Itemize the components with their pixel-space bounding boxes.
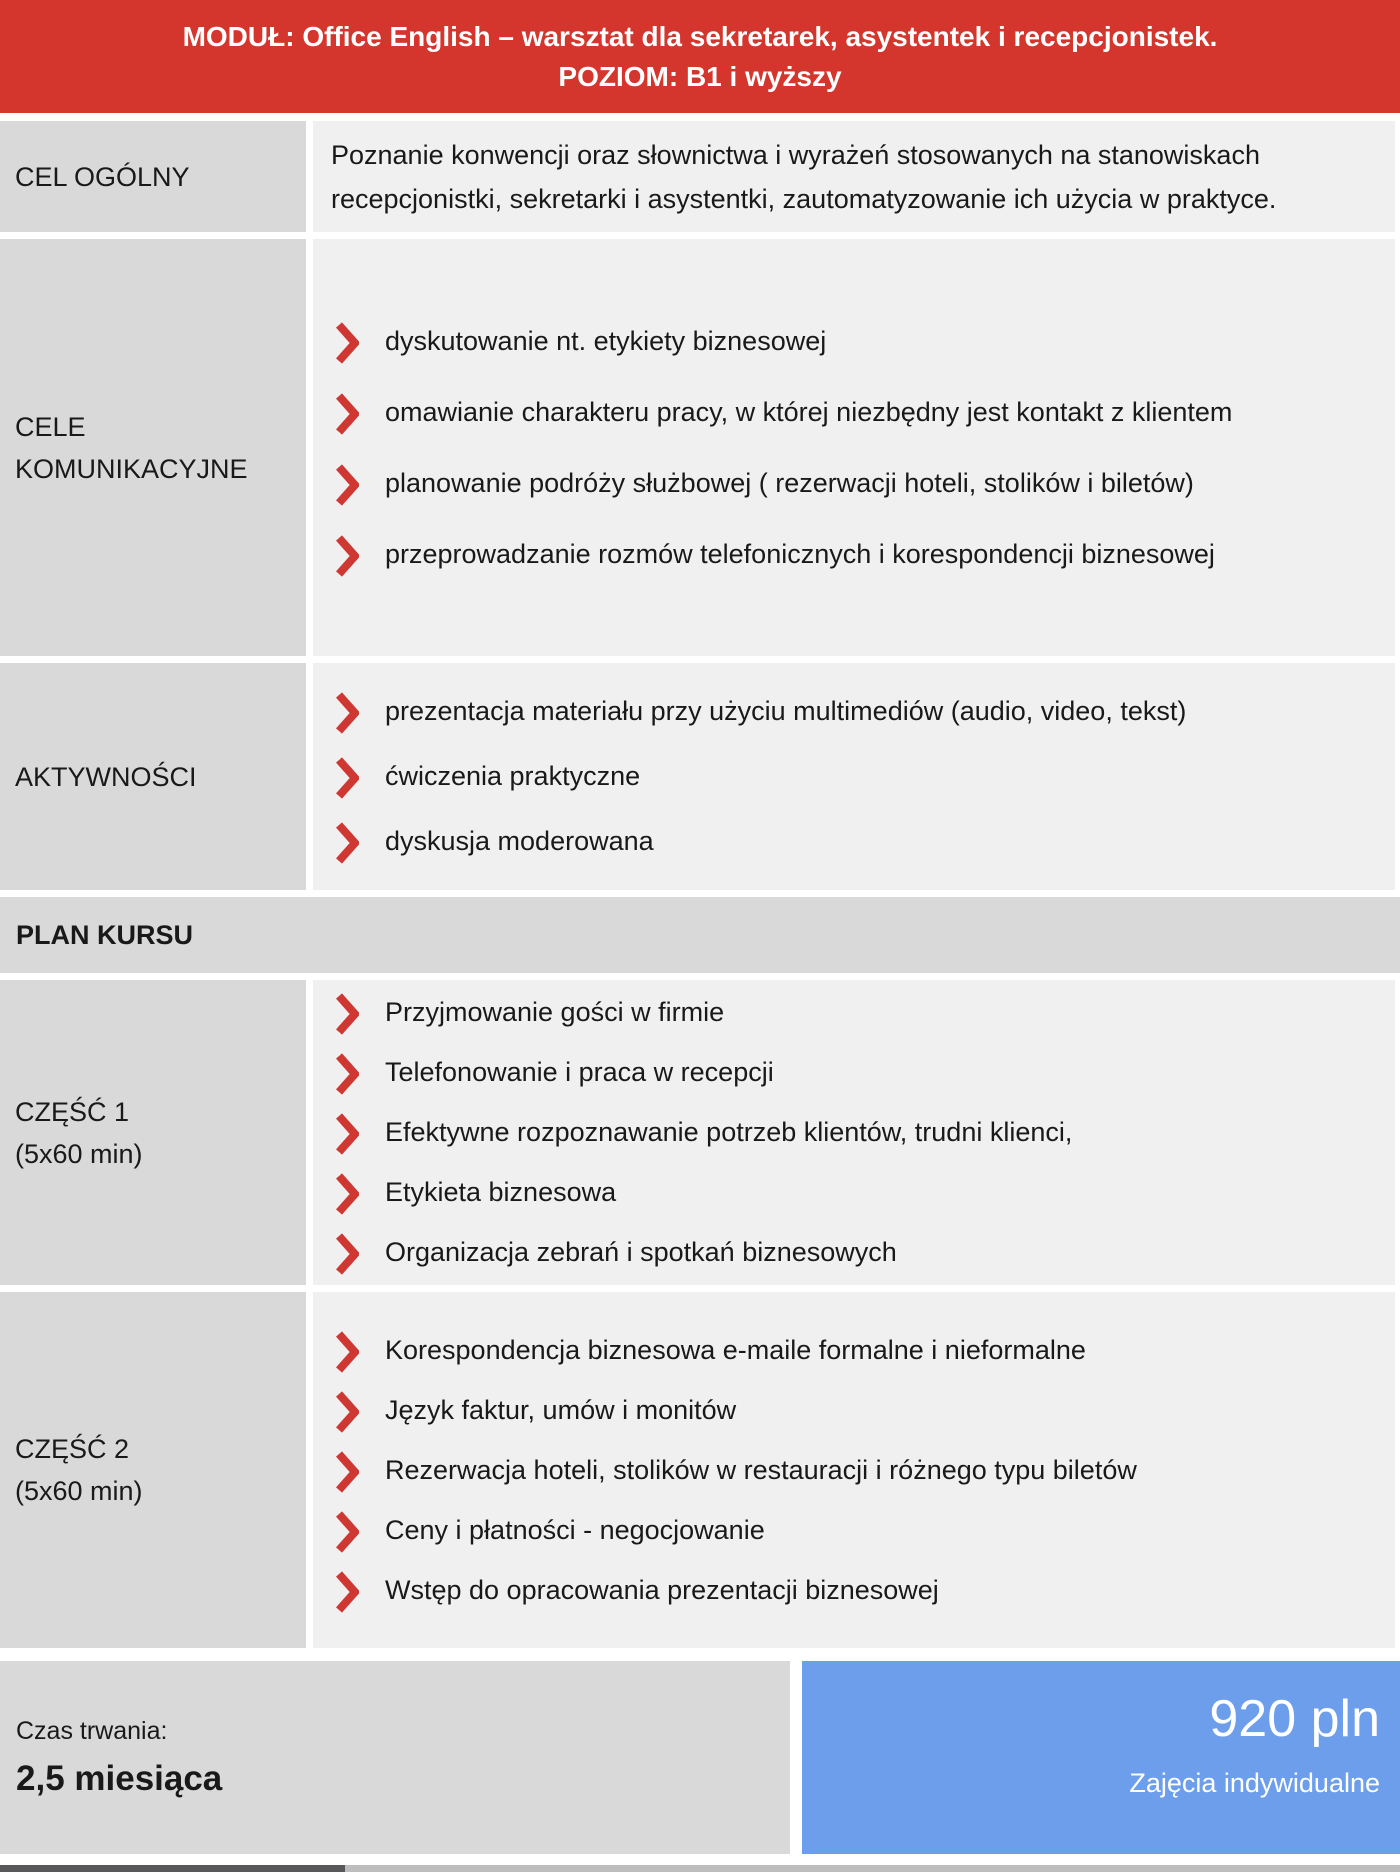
chevron-right-icon bbox=[335, 692, 359, 734]
list-item bbox=[333, 319, 1369, 364]
list-item-text: Przyjmowanie gości w firmie bbox=[385, 997, 725, 1027]
list-item bbox=[333, 1448, 1369, 1493]
cel-ogolny-text: Poznanie konwencji oraz słownictwa i wyrażeń stosowanych na stanowiskach recepcjonistki, sekretarki i asystentki, zautomatyzowanie ich użycia w praktyce. bbox=[331, 139, 1277, 214]
list-item bbox=[333, 754, 1369, 799]
list-item-text: przeprowadzanie rozmów telefonicznych i korespondencji biznesowej bbox=[385, 538, 1215, 569]
row-label-aktywnosci: AKTYWNOŚCI bbox=[0, 663, 306, 890]
czesc-1-label: CZĘŚĆ 1 bbox=[15, 1096, 130, 1127]
list-item-text: Organizacja zebrań i spotkań biznesowych bbox=[385, 1237, 897, 1267]
list-item-text: prezentacja materiału przy użyciu multimediów (audio, video, tekst) bbox=[385, 696, 1187, 726]
row-content-cele-komunikacyjne bbox=[313, 239, 1395, 656]
chevron-right-icon bbox=[335, 1173, 359, 1215]
horizontal-scrollbar[interactable] bbox=[0, 1865, 1400, 1872]
list-item bbox=[333, 1230, 1369, 1275]
row-czesc-1 bbox=[0, 980, 1395, 1285]
row-label-czesc-1 bbox=[0, 980, 306, 1285]
list-item bbox=[333, 1388, 1369, 1433]
row-label-czesc-2 bbox=[0, 1292, 306, 1648]
chevron-right-icon bbox=[335, 1053, 359, 1095]
list-item-text: Etykieta biznesowa bbox=[385, 1177, 617, 1207]
scrollbar-thumb[interactable] bbox=[0, 1865, 345, 1872]
row-cele-komunikacyjne bbox=[0, 239, 1395, 656]
chevron-right-icon bbox=[335, 1451, 359, 1493]
footer bbox=[0, 1661, 1400, 1854]
row-content-cel-ogolny bbox=[313, 121, 1395, 232]
list-item-text: Język faktur, umów i monitów bbox=[385, 1394, 737, 1425]
module-level: POZIOM: B1 i wyższy bbox=[558, 60, 842, 92]
duration-value: 2,5 miesiąca bbox=[16, 1758, 223, 1798]
czesc-1-sublabel: (5x60 min) bbox=[15, 1138, 143, 1169]
list-item-text: Ceny i płatności - negocjowanie bbox=[385, 1514, 765, 1545]
duration-box bbox=[0, 1661, 790, 1854]
list-item bbox=[333, 819, 1369, 864]
list-item-text: omawianie charakteru pracy, w której niezbędny jest kontakt z klientem bbox=[385, 396, 1233, 427]
row-cel-ogolny bbox=[0, 121, 1395, 232]
list-item bbox=[333, 1110, 1369, 1155]
list-item bbox=[333, 390, 1369, 435]
list-item-text: Telefonowanie i praca w recepcji bbox=[385, 1057, 774, 1087]
list-item-text: Wstęp do opracowania prezentacji biznesowej bbox=[385, 1574, 939, 1605]
czesc-2-label: CZĘŚĆ 2 bbox=[15, 1434, 130, 1464]
duration-label: Czas trwania: bbox=[16, 1716, 168, 1745]
list-item bbox=[333, 1508, 1369, 1553]
row-aktywnosci bbox=[0, 663, 1395, 890]
list-item bbox=[333, 1568, 1369, 1613]
chevron-right-icon bbox=[335, 822, 359, 864]
chevron-right-icon bbox=[335, 464, 359, 506]
list-item-text: ćwiczenia praktyczne bbox=[385, 761, 641, 791]
row-label-cele-komunikacyjne: CELE KOMUNIKACYJNE bbox=[0, 239, 306, 656]
list-item bbox=[333, 1050, 1369, 1095]
list-item-text: dyskutowanie nt. etykiety biznesowej bbox=[385, 325, 827, 356]
row-content-aktywnosci bbox=[313, 663, 1395, 890]
chevron-right-icon bbox=[335, 1331, 359, 1373]
list-item-text: dyskusja moderowana bbox=[385, 826, 654, 856]
price-value: 920 pln bbox=[1209, 1689, 1380, 1748]
list-item bbox=[333, 461, 1369, 506]
chevron-right-icon bbox=[335, 535, 359, 577]
row-content-czesc-1 bbox=[313, 980, 1395, 1285]
chevron-right-icon bbox=[335, 993, 359, 1035]
list-item bbox=[333, 532, 1369, 577]
module-header bbox=[0, 0, 1400, 113]
list-item-text: Korespondencja biznesowa e-maile formalne i nieformalne bbox=[385, 1334, 1086, 1365]
chevron-right-icon bbox=[335, 1571, 359, 1613]
row-plan-kursu bbox=[0, 897, 1400, 973]
chevron-right-icon bbox=[335, 1391, 359, 1433]
list-item bbox=[333, 990, 1369, 1035]
list-item-text: Rezerwacja hoteli, stolików w restauracji i różnego typu biletów bbox=[385, 1454, 1137, 1485]
chevron-right-icon bbox=[335, 757, 359, 799]
chevron-right-icon bbox=[335, 1233, 359, 1275]
chevron-right-icon bbox=[335, 393, 359, 435]
row-czesc-2 bbox=[0, 1292, 1395, 1648]
list-item-text: Efektywne rozpoznawanie potrzeb klientów, trudni klienci, bbox=[385, 1117, 1073, 1147]
chevron-right-icon bbox=[335, 1511, 359, 1553]
list-item bbox=[333, 689, 1369, 734]
chevron-right-icon bbox=[335, 322, 359, 364]
czesc-2-sublabel: (5x60 min) bbox=[15, 1476, 143, 1506]
module-title: MODUŁ: Office English – warsztat dla sekretarek, asystentek i recepcjonistek. bbox=[182, 20, 1218, 52]
price-box bbox=[802, 1661, 1400, 1854]
row-label-cel-ogolny: CEL OGÓLNY bbox=[0, 121, 306, 232]
list-item-text: planowanie podróży służbowej ( rezerwacji hoteli, stolików i biletów) bbox=[385, 467, 1194, 498]
chevron-right-icon bbox=[335, 1113, 359, 1155]
price-note: Zajęcia indywidualne bbox=[1129, 1767, 1380, 1798]
list-item bbox=[333, 1170, 1369, 1215]
section-header-plan-kursu: PLAN KURSU bbox=[0, 897, 1400, 973]
row-content-czesc-2 bbox=[313, 1292, 1395, 1648]
list-item bbox=[333, 1328, 1369, 1373]
